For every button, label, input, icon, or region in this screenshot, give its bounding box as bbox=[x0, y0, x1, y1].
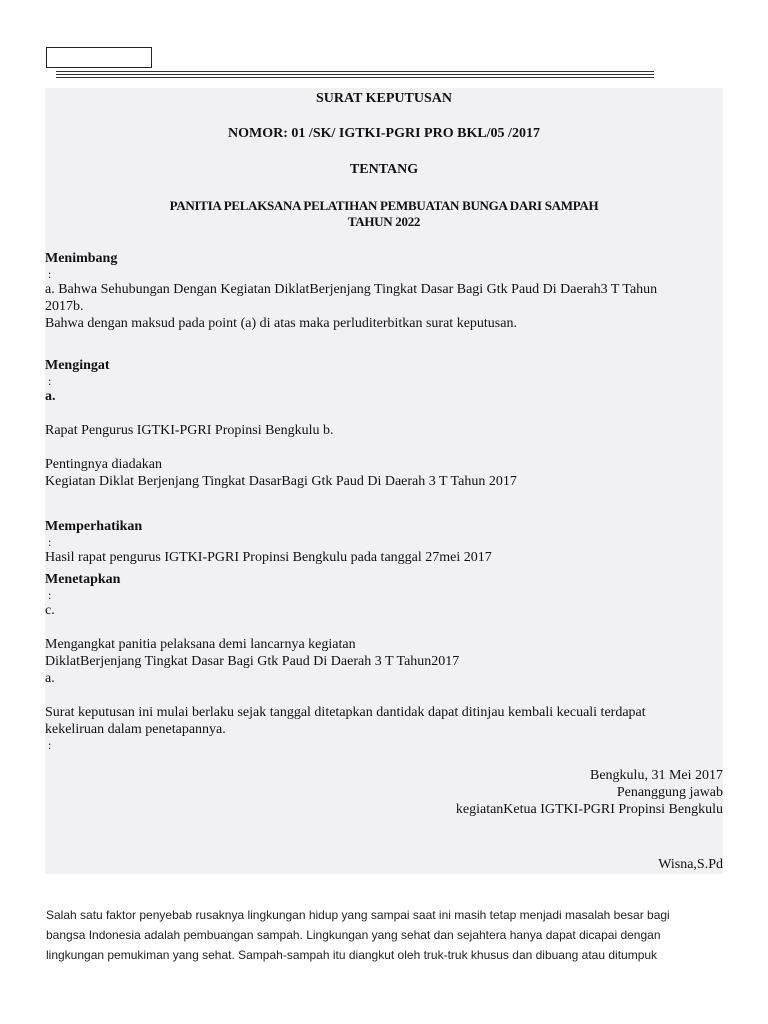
decree-document bbox=[45, 88, 723, 874]
header-rule bbox=[56, 74, 654, 75]
text-line: Kegiatan Diklat Berjenjang Tingkat DasarBagi Gtk Paud Di Daerah 3 T Tahun 2017 bbox=[45, 474, 517, 489]
colon: : bbox=[48, 374, 52, 388]
text-line: 2017b. bbox=[45, 299, 84, 314]
paragraph-line: lingkungan pemukiman yang sehat. Sampah-sampah itu diangkut oleh truk-truk khusus dan dibuang atau ditumpuk bbox=[46, 948, 658, 962]
text-line: Hasil rapat pengurus IGTKI-PGRI Propinsi Bengkulu pada tanggal 27mei 2017 bbox=[45, 550, 492, 565]
article-paragraph bbox=[46, 905, 726, 965]
signer-role: Penanggung jawab bbox=[616, 785, 723, 800]
document-subject bbox=[45, 198, 723, 230]
section-menetapkan bbox=[45, 571, 723, 752]
signer-role: kegiatanKetua IGTKI-PGRI Propinsi Bengkulu bbox=[455, 802, 723, 817]
colon: : bbox=[48, 588, 52, 602]
section-menimbang bbox=[45, 250, 723, 332]
text-line: Surat keputusan ini mulai berlaku sejak tanggal ditetapkan dantidak dapat ditinjau kembali kecuali terdapat bbox=[45, 705, 646, 720]
header-box bbox=[46, 47, 152, 68]
paragraph-line: bangsa Indonesia adalah pembuangan sampah. Lingkungan yang sehat dan sejahtera hanya dapat dicapai dengan bbox=[46, 928, 661, 942]
colon: : bbox=[48, 738, 52, 752]
place-date: Bengkulu, 31 Mei 2017 bbox=[590, 768, 723, 783]
point-label: c. bbox=[45, 603, 55, 618]
text-line: Mengangkat panitia pelaksana demi lancarnya kegiatan bbox=[45, 637, 356, 652]
text-line: Bahwa dengan maksud pada point (a) di atas maka perluditerbitkan surat keputusan. bbox=[45, 316, 517, 331]
signature-block bbox=[456, 767, 723, 818]
point-label: a. bbox=[45, 389, 56, 404]
document-subject-heading: TENTANG bbox=[349, 162, 419, 177]
point-label: a. bbox=[45, 671, 55, 686]
section-heading: Memperhatikan bbox=[45, 519, 143, 534]
colon: : bbox=[48, 535, 52, 549]
text-line: a. Bahwa Sehubungan Dengan Kegiatan DiklatBerjenjang Tingkat Dasar Bagi Gtk Paud Di Daerah3 T Tahun bbox=[45, 282, 658, 297]
subject-line-2: TAHUN 2022 bbox=[347, 214, 421, 229]
section-memperhatikan bbox=[45, 518, 723, 566]
section-heading: Menetapkan bbox=[45, 572, 121, 587]
subject-line-1: PANITIA PELAKSANA PELATIHAN PEMBUATAN BUNGA DARI SAMPAH bbox=[169, 198, 599, 213]
signer-name: Wisna,S.Pd bbox=[658, 857, 723, 872]
text-line: kekeliruan dalam penetapannya. bbox=[45, 722, 226, 737]
document-title: SURAT KEPUTUSAN bbox=[315, 91, 452, 106]
paragraph-line: Salah satu faktor penyebab rusaknya lingkungan hidup yang sampai saat ini masih tetap menjadi masalah besar bagi bbox=[46, 908, 670, 922]
header-rule bbox=[56, 77, 654, 78]
text-line: Pentingnya diadakan bbox=[45, 457, 163, 472]
text-line: Rapat Pengurus IGTKI-PGRI Propinsi Bengkulu b. bbox=[45, 423, 334, 438]
document-number: NOMOR: 01 /SK/ IGTKI-PGRI PRO BKL/05 /2017 bbox=[228, 126, 540, 141]
header-rule bbox=[56, 71, 654, 72]
section-heading: Mengingat bbox=[45, 358, 110, 373]
section-mengingat bbox=[45, 357, 723, 490]
colon: : bbox=[48, 267, 52, 281]
text-line: DiklatBerjenjang Tingkat Dasar Bagi Gtk Paud Di Daerah 3 T Tahun2017 bbox=[45, 654, 460, 669]
section-heading: Menimbang bbox=[45, 251, 118, 266]
